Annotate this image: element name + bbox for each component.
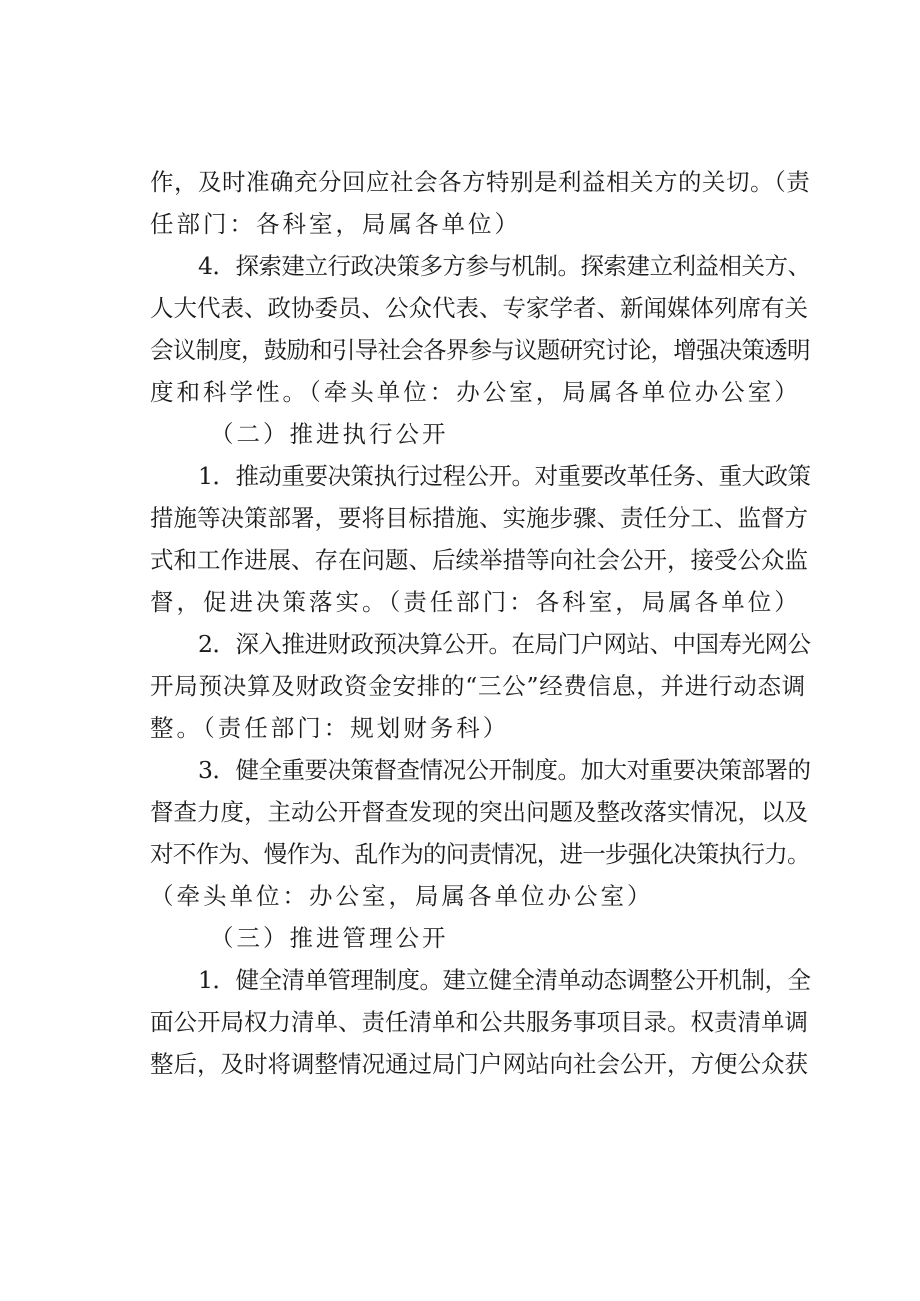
section-heading: （二）推进执行公开 — [210, 420, 449, 448]
text-line: 4．探索建立行政决策多方参与机制。探索建立利益相关方、 — [198, 252, 811, 280]
text-line: 对不作为、慢作为、乱作为的问责情况，进一步强化决策执行力。 — [150, 840, 810, 868]
text-line: 任部门：各科室，局属各单位） — [150, 210, 521, 238]
document-body — [150, 161, 810, 1085]
text-line: 式和工作进展、存在问题、后续举措等向社会公开，接受公众监 — [150, 546, 808, 574]
text-line: 作，及时准确充分回应社会各方特别是利益相关方的关切。（责 — [150, 168, 811, 196]
text-line: 开局预决算及财政资金安排的“三公”经费信息，并进行动态调 — [150, 672, 807, 700]
text-line: 2．深入推进财政预决算公开。在局门户网站、中国寿光网公 — [198, 630, 811, 658]
text-line: 会议制度，鼓励和引导社会各界参与议题研究讨论，增强决策透明 — [150, 336, 810, 364]
text-line: 督查力度，主动公开督查发现的突出问题及整改落实情况，以及 — [150, 798, 808, 826]
text-line: （牵头单位：办公室，局属各单位办公室） — [150, 882, 654, 910]
text-line: 整。（责任部门：规划财务科） — [150, 714, 510, 742]
text-line: 整后，及时将调整情况通过局门户网站向社会公开，方便公众获 — [150, 1050, 808, 1078]
text-line: 人大代表、政协委员、公众代表、专家学者、新闻媒体列席有关 — [150, 294, 808, 322]
text-line: 度和科学性。（牵头单位：办公室，局属各单位办公室） — [150, 378, 801, 406]
text-line: 面公开局权力清单、责任清单和公共服务事项目录。权责清单调 — [150, 1008, 808, 1036]
text-line: 1．推动重要决策执行过程公开。对重要改革任务、重大政策 — [198, 462, 811, 490]
text-line: 1．健全清单管理制度。建立健全清单动态调整公开机制，全 — [198, 966, 811, 994]
section-heading: （三）推进管理公开 — [210, 924, 449, 952]
text-line: 3．健全重要决策督查情况公开制度。加大对重要决策部署的 — [198, 756, 811, 784]
text-line: 措施等决策部署，要将目标措施、实施步骤、责任分工、监督方 — [150, 504, 808, 532]
text-line: 督，促进决策落实。（责任部门：各科室，局属各单位） — [150, 588, 801, 616]
